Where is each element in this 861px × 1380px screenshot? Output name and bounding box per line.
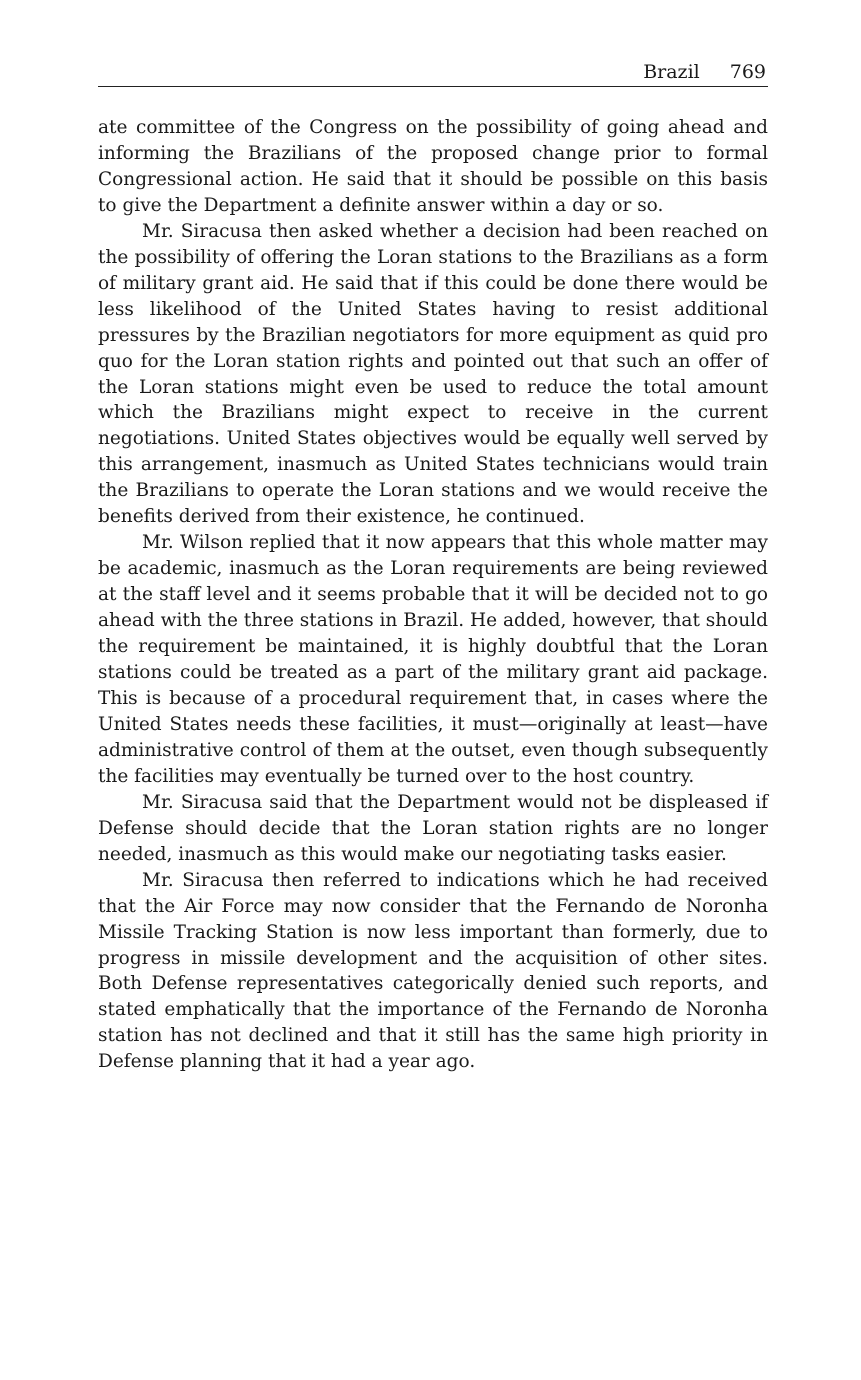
paragraph: Mr. Siracusa said that the Department would not be displeased if Defense should decide that the Loran station rights are no longer needed, inasmuch as this would make our negotiating tasks easier. [98, 791, 768, 865]
running-head-title: Brazil [643, 61, 700, 83]
paragraph: Mr. Siracusa then referred to indications which he had received that the Air Force may now consider that the Fernando de Noronha Missile Tracking Station is now less important than formerly, due to progress in missile development and the acquisition of other sites. Both Defense representatives categorically denied such reports, and stated emphatically that the importance of the Fernando de Noronha station has not declined and that it still has the same high priority in Defense planning that it had a year ago. [98, 869, 768, 1073]
page-number: 769 [729, 61, 766, 83]
paragraph-continued: ate committee of the Congress on the possibility of going ahead and informing the Brazilians of the proposed change prior to formal Congressional action. He said that it should be possible on this basis to give the Department a definite answer within a day or so. [98, 117, 768, 216]
running-head [98, 58, 768, 87]
paragraph: Mr. Wilson replied that it now appears that this whole matter may be academic, inasmuch as the Loran requirements are being reviewed at the staff level and it seems probable that it will be decided not to go ahead with the three stations in Brazil. He added, however, that should the requirement be maintained, it is highly doubtful that the Loran stations could be treated as a part of the military grant aid package. This is because of a procedural requirement that, in cases where the United States needs these facilities, it must—originally at least—have administrative control of them at the outset, even though subsequently the facilities may eventually be turned over to the host country. [98, 532, 768, 787]
paragraph: Mr. Siracusa then asked whether a decision had been reached on the possibility of offering the Loran stations to the Brazilians as a form of military grant aid. He said that if this could be done there would be less likelihood of the United States having to resist additional pressures by the Brazilian negotiators for more equipment as quid pro quo for the Loran station rights and pointed out that such an offer of the Loran stations might even be used to reduce the total amount which the Brazilians might expect to receive in the current negotiations. United States objectives would be equally well served by this arrangement, inasmuch as United States technicians would train the Brazilians to operate the Loran stations and we would receive the benefits derived from their existence, he continued. [98, 220, 768, 528]
document-page [98, 58, 768, 1075]
body-text [98, 115, 768, 1075]
